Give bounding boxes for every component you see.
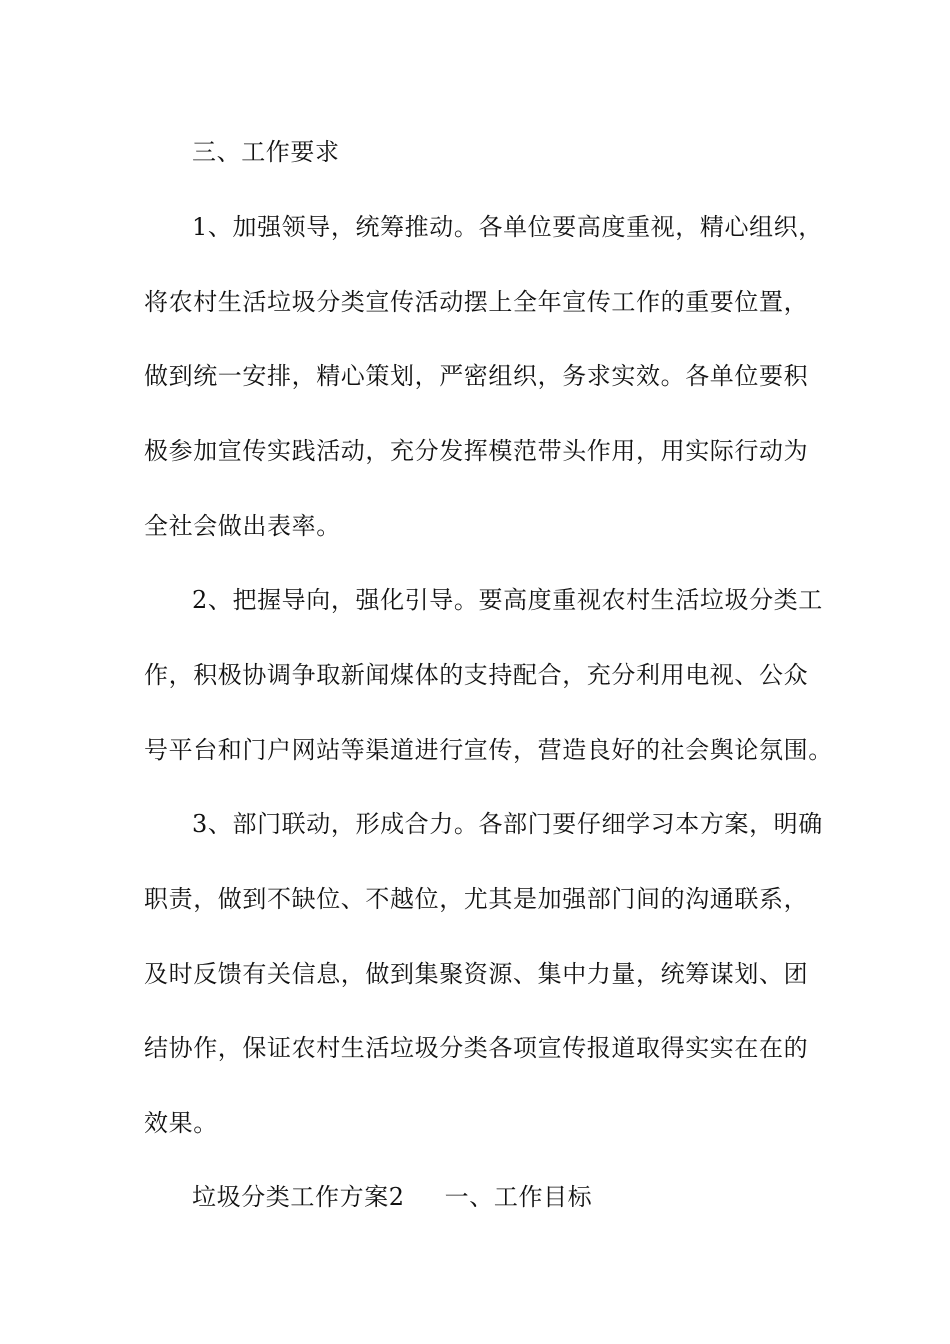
document-title: 垃圾分类工作方案2 — [192, 1183, 405, 1211]
paragraph-line: 效果。 — [144, 1109, 218, 1137]
paragraph-line: 1、加强领导，统筹推动。各单位要高度重视，精心组织， — [192, 213, 823, 241]
paragraph-line: 全社会做出表率。 — [144, 512, 341, 540]
section-heading-goals: 一、工作目标 — [444, 1183, 593, 1211]
paragraph-line: 极参加宣传实践活动，充分发挥模范带头作用，用实际行动为 — [144, 437, 809, 465]
paragraph-line: 做到统一安排，精心策划，严密组织，务求实效。各单位要积 — [144, 362, 809, 390]
paragraph-line: 3、部门联动，形成合力。各部门要仔细学习本方案，明确 — [192, 810, 823, 838]
paragraph-line: 号平台和门户网站等渠道进行宣传，营造良好的社会舆论氛围。 — [144, 736, 833, 764]
section-heading-line — [192, 1181, 592, 1213]
paragraph-line: 将农村生活垃圾分类宣传活动摆上全年宣传工作的重要位置， — [144, 288, 809, 316]
paragraph-line: 职责，做到不缺位、不越位，尤其是加强部门间的沟通联系， — [144, 885, 809, 913]
section-heading-requirements: 三、工作要求 — [192, 138, 340, 166]
paragraph-line: 及时反馈有关信息，做到集聚资源、集中力量，统筹谋划、团 — [144, 960, 809, 988]
paragraph-line: 2、把握导向，强化引导。要高度重视农村生活垃圾分类工 — [192, 586, 823, 614]
paragraph-line: 作，积极协调争取新闻煤体的支持配合，充分利用电视、公众 — [144, 661, 809, 689]
paragraph-line: 结协作，保证农村生活垃圾分类各项宣传报道取得实实在在的 — [144, 1034, 809, 1062]
